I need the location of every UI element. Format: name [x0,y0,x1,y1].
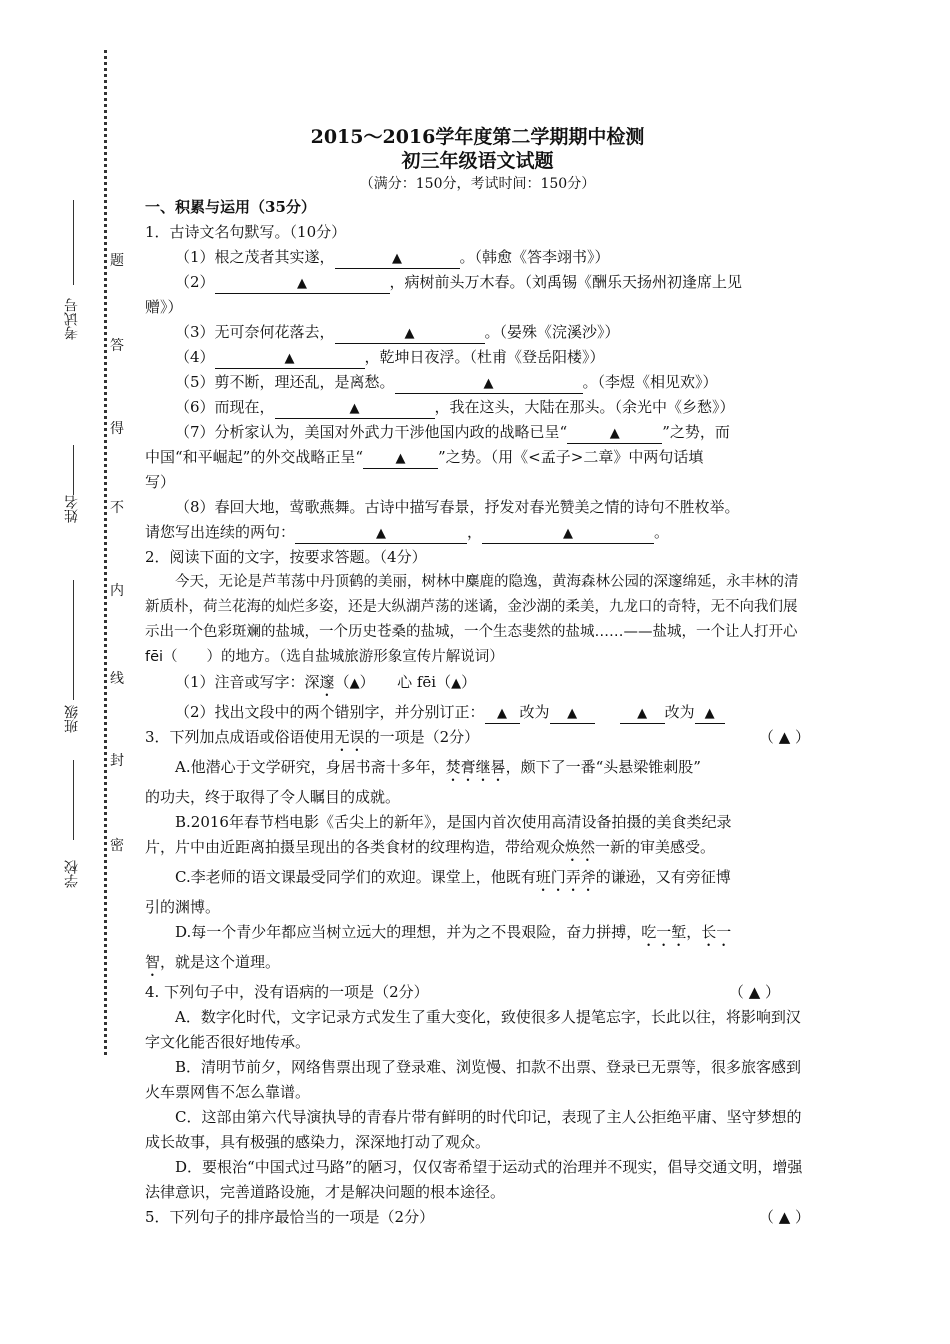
q1-item-2: （2） ▲ ，病树前头万木春。（刘禹锡《酬乐天扬州初逢席上见 [145,270,810,295]
q1-item-5: （5）剪不断，理还乱，是离愁。 ▲ 。（李煜《相见欢》） [145,370,810,395]
seal-char: 得 [110,421,124,437]
q3-option-c: C.李老师的语文课最受同学们的欢迎。课堂上，他既有班门弄斧的谦逊，又有旁征博 [175,868,731,886]
q3-option-a-cont: 的功夫，终于取得了令人瞩目的成就。 [145,788,401,806]
seal-char: 封 [110,753,124,769]
answer-blank[interactable]: ▲ [567,425,662,444]
binding-margin [0,0,130,1344]
q2-sub-2: （2）找出文段中的两个错别字，并分别订正： ▲ 改为 ▲ ▲ 改为 ▲ [145,700,810,725]
answer-blank[interactable]: ▲ [620,705,665,724]
school-line [73,760,74,840]
exam-number-label: 考试号 [64,298,80,340]
seal-char: 线 [110,671,124,687]
answer-bracket[interactable]: （ ▲ ） [758,728,810,746]
q1-item-8-cont: 请您写出连续的两句： ▲ ， ▲ 。 [145,520,810,545]
exam-number-line [73,200,74,285]
q2-passage: 今天，无论是芦苇荡中丹顶鹤的美丽，树林中麋鹿的隐逸，黄海森林公园的深邃绵延，永丰林的清新质朴，荷兰花海的灿烂多姿，还是大纵湖芦荡的迷谲，金沙湖的柔美，九龙口的奇特，无不向我们展示出一个色彩斑斓的盐城，一个历史苍桑的盐城，一个生态斐然的盐城……——盐城，一个让人打开心 fēi（ ）的地方。（选自盐城旅游形象宣传片解说词） [145,574,799,665]
q3-option-a: A.他潜心于文学研究，身居书斋十多年，焚膏继晷，颇下了一番“头悬梁锥刺股” [175,758,701,776]
answer-blank[interactable]: ▲ [363,450,438,469]
q1-item-7-end: 写） [145,473,176,491]
seal-char: 内 [110,583,124,599]
seal-char: 密 [110,838,124,854]
q3-option-b-cont: 片，片中由近距离拍摄呈现出的各类食材的纹理构造，带给观众焕然一新的审美感受。 [145,838,716,856]
q1-item-3: （3）无可奈何花落去， ▲ 。（晏殊《浣溪沙》） [145,320,810,345]
q2-sub-1: （1）注音或写字：深邃（▲） 心 fēi（▲） [175,673,477,691]
q1-item-7-cont: 中国“和平崛起”的外交战略正呈“ ▲ ”之势。（用《<孟子>二章》中两句话填 [145,445,810,470]
q1-item-6: （6）而现在， ▲ ，我在这头，大陆在那头。（余光中《乡愁》） [145,395,810,420]
seal-char: 不 [110,500,124,516]
question-5-title: 5．下列句子的排序最恰当的一项是（2分） （ ▲ ） [145,1205,810,1230]
exam-meta: （满分：150分，考试时间：150分） [359,176,596,192]
answer-blank[interactable]: ▲ [395,375,583,394]
answer-bracket[interactable]: （ ▲ ） [728,983,780,1001]
answer-blank[interactable]: ▲ [275,400,435,419]
answer-blank[interactable]: ▲ [215,275,390,294]
q4-option-d: D．要根治“中国式过马路”的陋习，仅仅寄希望于运动式的治理并不现实，倡导交通文明，增强法律意识，完善道路设施，才是解决问题的根本途径。 [145,1158,803,1201]
question-3-title: 3．下列加点成语或俗语使用无误的一项是（2分） （ ▲ ） [145,725,810,755]
answer-blank[interactable]: ▲ [550,705,595,724]
q1-item-2-cont: 赠》） [145,298,183,316]
seal-dotted-line [104,50,107,1055]
q3-option-d-cont: 智，就是这个道理。 [145,953,281,971]
question-2-title: 2．阅读下面的文字，按要求答题。（4分） [145,548,427,566]
q4-option-a: A．数字化时代，文字记录方式发生了重大变化，致使很多人提笔忘字，长此以往，将影响到汉字文化能否很好地传承。 [145,1008,801,1051]
exam-content [145,120,810,1230]
page-subtitle: 初三年级语文试题 [401,150,554,172]
answer-blank[interactable]: ▲ [335,250,460,269]
answer-bracket[interactable]: （ ▲ ） [758,1208,810,1226]
class-line [73,580,74,700]
page-title: 2015～2016学年度第二学期期中检测 [310,126,645,148]
q1-item-7: （7）分析家认为，美国对外武力干涉他国内政的战略已呈“ ▲ ”之势，而 [145,420,810,445]
name-label: 姓名 [64,495,80,523]
q4-option-b: B．清明节前夕，网络售票出现了登录难、浏览慢、扣款不出票、登录已无票等，很多旅客感到火车票网售不怎么靠谱。 [145,1058,802,1101]
question-4-title: 4. 下列句子中，没有语病的一项是（2分） （ ▲ ） [145,980,810,1005]
school-label: 学校 [64,860,80,888]
answer-blank[interactable]: ▲ [485,705,520,724]
q4-option-c: C．这部由第六代导演执导的青春片带有鲜明的时代印记，表现了主人公拒绝平庸、坚守梦想的成长故事，具有极强的感染力，深深地打动了观众。 [145,1108,802,1151]
q1-item-8: （8）春回大地，莺歌燕舞。古诗中描写春景，抒发对春光赞美之情的诗句不胜枚举。 [175,498,740,516]
answer-blank[interactable]: ▲ [215,350,365,369]
q3-option-b: B.2016年春节档电影《舌尖上的新年》，是国内首次使用高清设备拍摄的美食类纪录 [175,813,732,831]
section-heading: 一、积累与运用（35分） [145,198,316,216]
question-1-title: 1．古诗文名句默写。（10分） [145,223,347,241]
q1-item-1: （1）根之茂者其实遂， ▲ 。（韩愈《答李翊书》） [145,245,810,270]
q3-option-c-cont: 引的渊博。 [145,898,221,916]
name-line [73,445,74,495]
class-label: 班级 [64,705,80,733]
answer-blank[interactable]: ▲ [335,325,485,344]
answer-blank[interactable]: ▲ [482,525,654,544]
q1-item-4: （4） ▲ ，乾坤日夜浮。（杜甫《登岳阳楼》） [145,345,810,370]
answer-blank[interactable]: ▲ [695,705,725,724]
q3-option-d: D.每一个青少年都应当树立远大的理想，并为之不畏艰险，奋力拼搏，吃一堑，长一 [175,923,732,941]
seal-char: 答 [110,338,124,354]
seal-char: 题 [110,253,124,269]
answer-blank[interactable]: ▲ [295,525,467,544]
